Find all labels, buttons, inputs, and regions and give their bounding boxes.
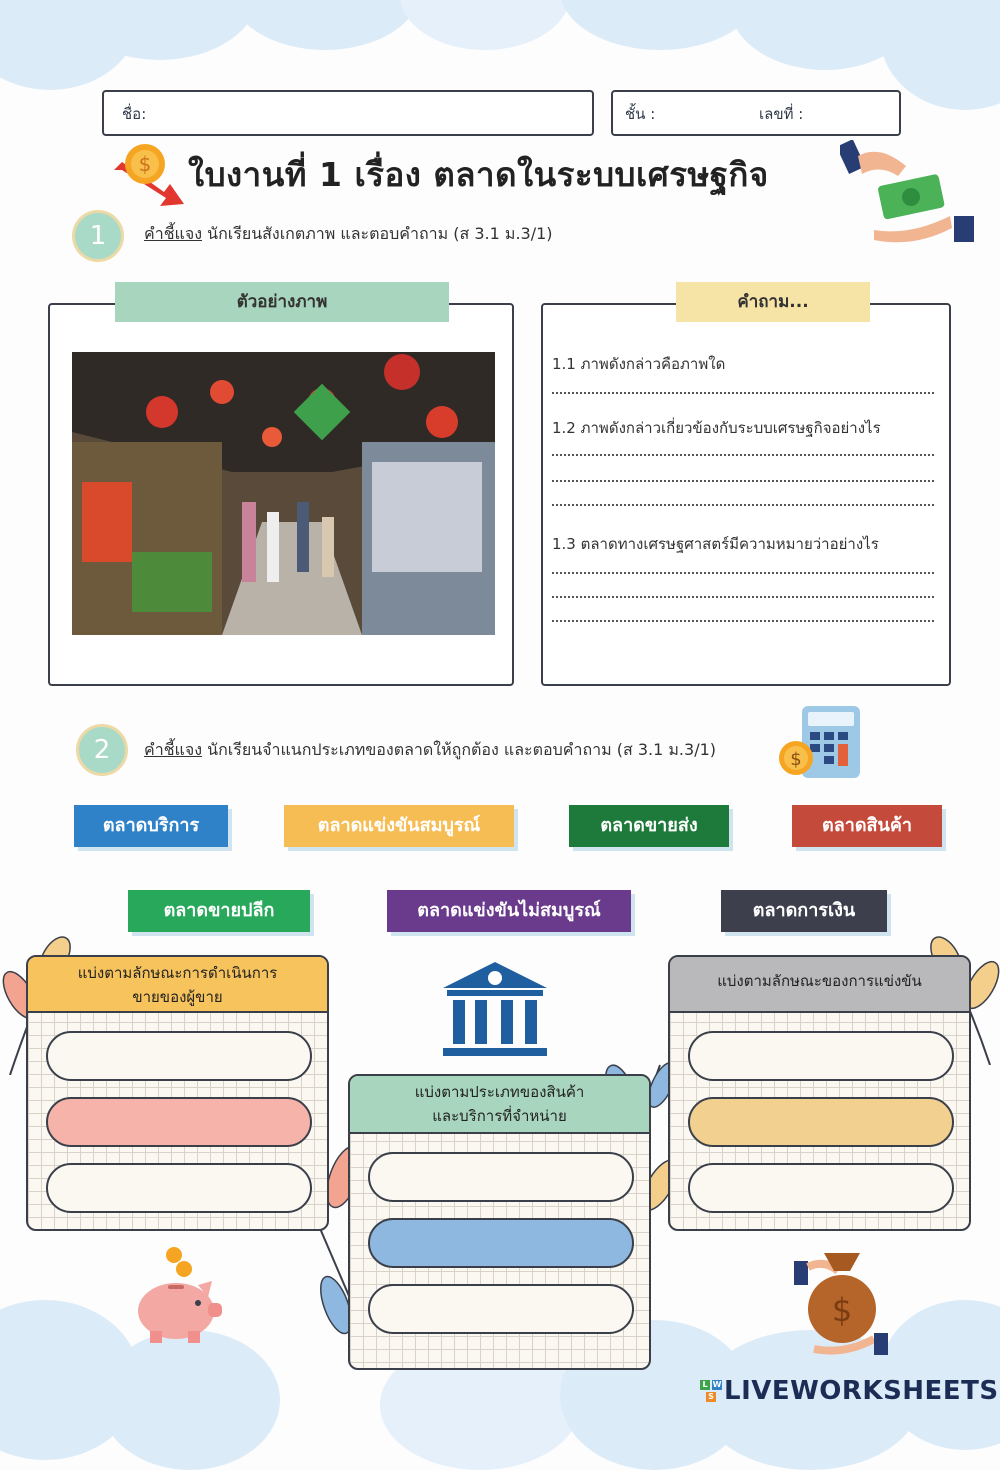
money-bag-icon	[794, 1245, 890, 1357]
name-label: ชื่อ:	[122, 105, 147, 123]
answer-line[interactable]	[552, 596, 934, 598]
answer-slot[interactable]	[688, 1163, 954, 1213]
name-field[interactable]	[102, 90, 594, 136]
panel-heading: แบ่งตามประเภทของสินค้า และบริการที่จำหน่าย	[350, 1076, 649, 1134]
chip-imperfect-competition[interactable]: ตลาดแข่งขันไม่สมบูรณ์	[387, 890, 631, 932]
svg-text:$: $	[138, 152, 152, 176]
section-2-instruction	[144, 738, 716, 763]
answer-line[interactable]	[552, 454, 934, 456]
number-label: เลขที่ :	[759, 105, 804, 123]
worksheet-title: ใบงานที่ 1 เรื่อง ตลาดในระบบเศรษฐกิจ	[188, 155, 769, 194]
panel-heading: แบ่งตามลักษณะของการแข่งขัน	[670, 957, 969, 1013]
liveworksheets-brand: LIVEWORKSHEETS	[724, 1376, 999, 1406]
answer-slot[interactable]	[688, 1031, 954, 1081]
section-1-instruction	[144, 222, 553, 247]
chip-wholesale-market[interactable]: ตลาดขายส่ง	[569, 805, 729, 847]
answer-line[interactable]	[552, 620, 934, 622]
answer-slot[interactable]	[46, 1097, 312, 1147]
logo-letter-s: S	[706, 1392, 716, 1402]
instruction-text: นักเรียนสังเกตภาพ และตอบคำถาม (ส 3.1 ม.3/1)	[202, 224, 553, 243]
class-number-field[interactable]	[611, 90, 901, 136]
answer-line[interactable]	[552, 480, 934, 482]
answer-slot[interactable]	[368, 1218, 634, 1268]
answer-slot[interactable]	[368, 1284, 634, 1334]
instruction-key: คำชี้แจง	[144, 224, 203, 243]
answer-slot[interactable]	[368, 1152, 634, 1202]
coin-arrow-icon	[112, 140, 197, 212]
answer-slot[interactable]	[688, 1097, 954, 1147]
example-image-tag: ตัวอย่างภาพ	[115, 282, 449, 322]
questions-tag: คำถาม...	[676, 282, 870, 322]
answer-slot[interactable]	[46, 1031, 312, 1081]
chip-financial-market[interactable]: ตลาดการเงิน	[721, 890, 887, 932]
section-1-number: 1	[72, 210, 124, 262]
panel-seller-operation	[26, 955, 329, 1231]
answer-line[interactable]	[552, 572, 934, 574]
logo-letter-w: W	[712, 1380, 722, 1389]
liveworksheets-logo	[700, 1380, 722, 1402]
panel-goods-services	[348, 1074, 651, 1370]
panel-competition	[668, 955, 971, 1231]
answer-slot[interactable]	[46, 1163, 312, 1213]
panel-heading: แบ่งตามลักษณะการดำเนินการ ขายของผู้ขาย	[28, 957, 327, 1013]
question-1-1: 1.1 ภาพดังกล่าวคือภาพใด	[552, 355, 726, 373]
calculator-icon	[778, 704, 864, 780]
logo-letter-l: L	[700, 1380, 710, 1390]
chip-retail-market[interactable]: ตลาดขายปลีก	[128, 890, 310, 932]
answer-line[interactable]	[552, 392, 934, 394]
bank-icon	[441, 960, 549, 1058]
chip-perfect-competition[interactable]: ตลาดแข่งขันสมบูรณ์	[284, 805, 514, 847]
money-hand-icon	[840, 140, 980, 245]
chip-service-market[interactable]: ตลาดบริการ	[74, 805, 228, 847]
market-photo	[72, 352, 495, 635]
instruction-key: คำชี้แจง	[144, 740, 203, 759]
instruction-text: นักเรียนจำแนกประเภทของตลาดให้ถูกต้อง และตอบคำถาม (ส 3.1 ม.3/1)	[202, 740, 717, 759]
chip-goods-market[interactable]: ตลาดสินค้า	[792, 805, 942, 847]
piggy-bank-icon	[128, 1245, 224, 1345]
question-1-3: 1.3 ตลาดทางเศรษฐศาสตร์มีความหมายว่าอย่างไร	[552, 535, 879, 553]
question-1-2: 1.2 ภาพดังกล่าวเกี่ยวข้องกับระบบเศรษฐกิจอย่างไร	[552, 419, 881, 437]
class-label: ชั้น :	[625, 105, 656, 123]
section-2-number: 2	[76, 724, 128, 776]
svg-text:$: $	[790, 749, 802, 770]
answer-line[interactable]	[552, 504, 934, 506]
svg-text:$: $	[831, 1291, 853, 1329]
